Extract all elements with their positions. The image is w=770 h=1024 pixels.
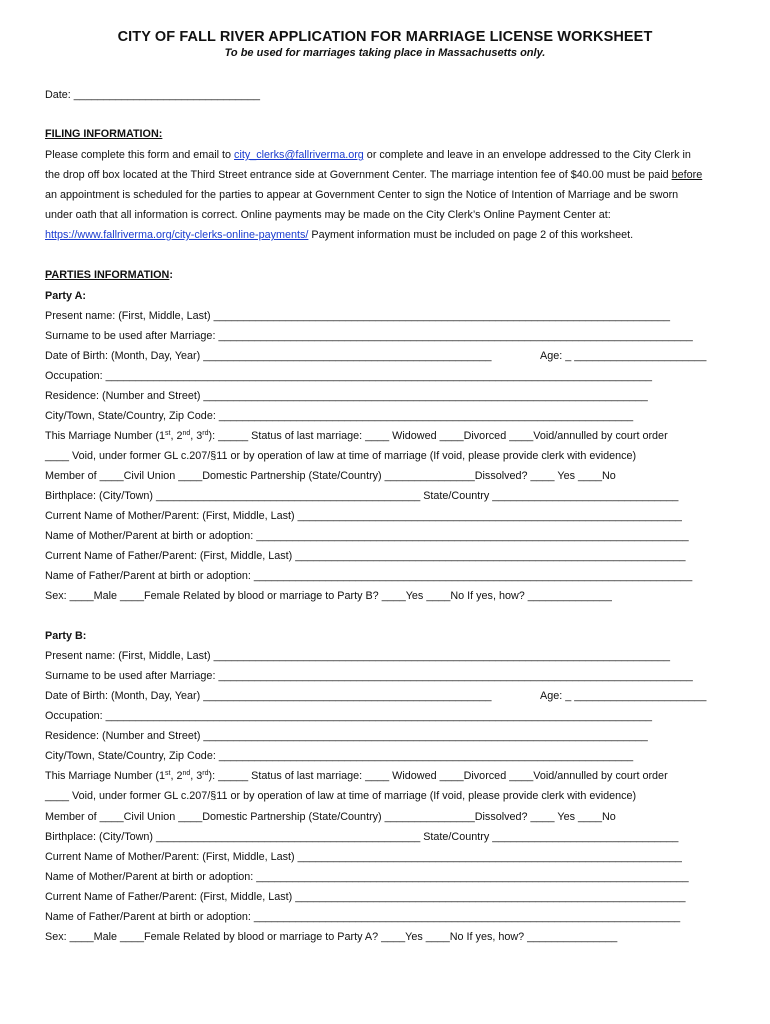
party-a-label: Party A: [45, 290, 86, 302]
party-b-marriage-number-field[interactable] [45, 769, 668, 783]
party-a-mother-current-field[interactable]: Current Name of Mother/Parent: (First, Middle, Last) ________________________________________________________________ [45, 510, 682, 522]
payment-url-link[interactable]: https://www.fallriverma.org/city-clerks-online-payments/ [45, 229, 309, 241]
parties-heading [45, 268, 173, 282]
party-a-member-field[interactable]: Member of ____Civil Union ____Domestic Partnership (State/Country) _______________Dissolved? ____ Yes ____No [45, 470, 616, 482]
sup-rd: rd [202, 770, 209, 777]
party-a-city-field[interactable]: City/Town, State/Country, Zip Code: _____________________________________________________________________ [45, 410, 634, 422]
party-a-void-field[interactable]: ____ Void, under former GL c.207/§11 or by operation of law at time of marriage (If void, please provide clerk with evidence) [45, 450, 637, 462]
party-b-birthplace-field[interactable]: Birthplace: (City/Town) ____________________________________________ State/Country _______________________________ [45, 831, 679, 843]
filing-line-1-a: Please complete this form and email to [45, 149, 235, 161]
party-a-age-field[interactable]: Age: _ ______________________ [540, 350, 707, 362]
mn-sep1: , 2 [170, 770, 183, 782]
party-b-city-field[interactable]: City/Town, State/Country, Zip Code: _____________________________________________________________________ [45, 750, 634, 762]
filing-heading: FILING INFORMATION: [45, 128, 163, 140]
filing-line-1 [45, 148, 691, 162]
filing-line-1-b: or complete and leave in an envelope addressed to the City Clerk in [363, 149, 691, 161]
party-b-dob-field[interactable]: Date of Birth: (Month, Day, Year) ________________________________________________ [45, 690, 492, 702]
sup-st: st [165, 770, 171, 777]
party-a-marriage-number-field[interactable] [45, 429, 668, 443]
party-a-residence-field[interactable]: Residence: (Number and Street) __________________________________________________________________________ [45, 390, 648, 402]
party-b-mother-current-field[interactable]: Current Name of Mother/Parent: (First, Middle, Last) ________________________________________________________________ [45, 851, 682, 863]
mn-rest: ): _____ Status of last marriage: ____ Widowed ____Divorced ____Void/annulled by court order [208, 430, 668, 442]
mn-rest: ): _____ Status of last marriage: ____ Widowed ____Divorced ____Void/annulled by court order [208, 770, 668, 782]
filing-line-4: under oath that all information is correct. Online payments may be made on the City Clerk’s Online Payment Center at: [45, 209, 611, 221]
party-a-father-current-field[interactable]: Current Name of Father/Parent: (First, Middle, Last) _________________________________________________________________ [45, 550, 686, 562]
party-a-dob-field[interactable]: Date of Birth: (Month, Day, Year) ________________________________________________ [45, 350, 492, 362]
party-a-sex-field[interactable]: Sex: ____Male ____Female Related by blood or marriage to Party B? ____Yes ____No If yes, how? ______________ [45, 590, 612, 602]
party-b-mother-birth-field[interactable]: Name of Mother/Parent at birth or adoption: ________________________________________________________________________ [45, 871, 689, 883]
parties-heading-text: PARTIES INFORMATION [45, 269, 170, 281]
party-b-present-name-field[interactable]: Present name: (First, Middle, Last) ____________________________________________________________________________ [45, 650, 670, 662]
filing-line-5 [45, 228, 633, 242]
mn-text: This Marriage Number (1 [45, 430, 165, 442]
party-b-occupation-field[interactable]: Occupation: ___________________________________________________________________________________________ [45, 710, 653, 722]
party-a-occupation-field[interactable]: Occupation: ___________________________________________________________________________________________ [45, 370, 653, 382]
party-b-residence-field[interactable]: Residence: (Number and Street) __________________________________________________________________________ [45, 730, 648, 742]
party-b-surname-field[interactable]: Surname to be used after Marriage: _______________________________________________________________________________ [45, 670, 693, 682]
filing-line-2 [45, 168, 702, 182]
party-b-label: Party B: [45, 630, 87, 642]
party-a-present-name-field[interactable]: Present name: (First, Middle, Last) ____________________________________________________________________________ [45, 310, 670, 322]
mn-text: This Marriage Number (1 [45, 770, 165, 782]
party-a-father-birth-field[interactable]: Name of Father/Parent at birth or adoption: _________________________________________________________________________ [45, 570, 693, 582]
date-field[interactable]: Date: _______________________________ [45, 89, 260, 101]
filing-line-3: an appointment is scheduled for the parties to appear at Government Center to sign the Notice of Intention of Marriage and be sworn [45, 189, 679, 201]
party-b-father-birth-field[interactable]: Name of Father/Parent at birth or adoption: _______________________________________________________________________ [45, 911, 681, 923]
document-subtitle: To be used for marriages taking place in Massachusetts only. [224, 47, 546, 59]
party-b-member-field[interactable]: Member of ____Civil Union ____Domestic Partnership (State/Country) _______________Dissolved? ____ Yes ____No [45, 811, 616, 823]
email-link[interactable]: city_clerks@fallriverma.org [234, 149, 364, 161]
sup-nd: nd [182, 430, 191, 437]
party-b-age-field[interactable]: Age: _ ______________________ [540, 690, 707, 702]
sup-st: st [165, 430, 171, 437]
party-b-father-current-field[interactable]: Current Name of Father/Parent: (First, Middle, Last) _________________________________________________________________ [45, 891, 686, 903]
filing-line-5-b: Payment information must be included on page 2 of this worksheet. [308, 229, 634, 241]
parties-heading-colon: : [169, 269, 173, 281]
mn-sep1: , 2 [170, 430, 183, 442]
party-b-void-field[interactable]: ____ Void, under former GL c.207/§11 or by operation of law at time of marriage (If void, please provide clerk with evidence) [45, 790, 637, 802]
party-a-mother-birth-field[interactable]: Name of Mother/Parent at birth or adoption: ________________________________________________________________________ [45, 530, 689, 542]
mn-sep2: , 3 [190, 770, 203, 782]
document-title: CITY OF FALL RIVER APPLICATION FOR MARRIAGE LICENSE WORKSHEET [117, 29, 653, 45]
party-b-sex-field[interactable]: Sex: ____Male ____Female Related by blood or marriage to Party A? ____Yes ____No If yes, how? _______________ [45, 931, 618, 943]
mn-sep2: , 3 [190, 430, 203, 442]
sup-rd: rd [202, 430, 209, 437]
sup-nd: nd [182, 770, 191, 777]
before-emphasis: before [671, 169, 703, 181]
party-a-birthplace-field[interactable]: Birthplace: (City/Town) ____________________________________________ State/Country _______________________________ [45, 490, 679, 502]
filing-line-2-a: the drop off box located at the Third Street entrance side at Government Center. The marriage intention fee of $40.00 must be paid [45, 169, 672, 181]
party-a-surname-field[interactable]: Surname to be used after Marriage: _______________________________________________________________________________ [45, 330, 693, 342]
